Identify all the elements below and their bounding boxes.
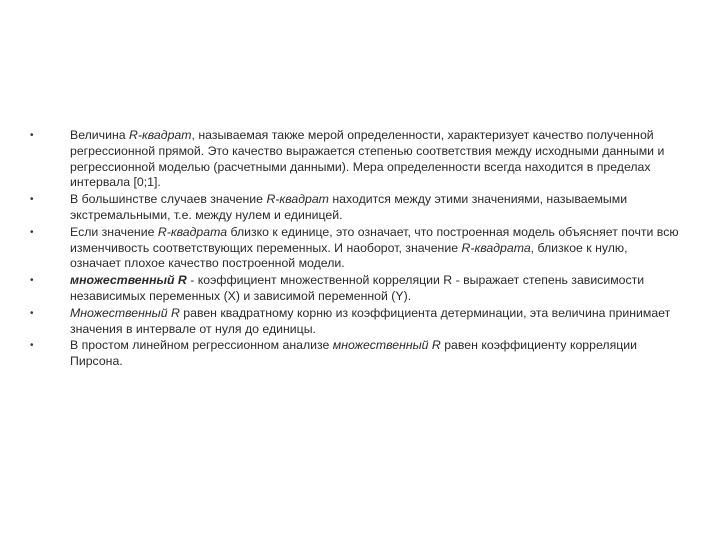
emphasized-term: множественный R (332, 338, 441, 353)
bullet-dot-icon: • (30, 340, 34, 352)
bullet-dot-icon: • (30, 130, 34, 141)
bullet-item (30, 273, 680, 305)
text-run: В простом линейном регрессионном анализе (70, 338, 333, 353)
emphasized-term: R-квадрат (266, 192, 329, 207)
bullet-dot-icon: • (30, 275, 34, 287)
bullet-text (70, 338, 637, 368)
bullet-text (70, 273, 644, 303)
bullet-item (30, 338, 680, 370)
bullet-text (70, 192, 627, 222)
text-run: Если значение (70, 224, 158, 239)
text-run: близко к единице, это означает, что построенная модель объясняет почти всю изменчивость соответствующих переменных. И наоборот, значение (70, 224, 679, 255)
bullet-item (30, 192, 680, 224)
bullet-item (30, 306, 680, 338)
text-run: В большинстве случаев значение (70, 192, 267, 207)
emphasized-term: R-квадрата (461, 240, 531, 255)
text-run: , называемая также мерой определенности, характеризует качество полученной регрессионной прямой. Это качество выражается степенью соответствия между исходными данными и регрессионной моделью (расчетными данными). Мера определенности всегда находится в пределах интервала [0;1]. (70, 128, 665, 190)
emphasized-term: R-квадрата (157, 224, 228, 239)
text-run: Величина (70, 128, 129, 142)
bullet-text (70, 128, 664, 189)
text-run: , близкое к нулю, означает плохое качество построенной модели. (70, 240, 628, 271)
bullet-list (30, 128, 680, 371)
emphasized-term: Множественный R (70, 305, 180, 320)
emphasized-term: множественный R (70, 273, 187, 288)
emphasized-term: R-квадрат (129, 128, 192, 142)
bullet-dot-icon: • (30, 226, 34, 238)
bullet-text (70, 225, 679, 271)
text-run: равен квадратному корню из коэффициента детерминации, эта величина принимает значения в интервале от нуля до единицы. (70, 305, 671, 336)
text-run: равен коэффициенту корреляции Пирсона. (70, 338, 638, 369)
bullet-dot-icon: • (30, 307, 34, 319)
bullet-dot-icon: • (30, 194, 34, 206)
bullet-item (30, 225, 680, 272)
text-run: - коэффициент множественной корреляции R - выражает степень зависимости независимых переменных (X) и зависимой переменной (Y). (70, 273, 645, 303)
bullet-item (30, 128, 680, 191)
text-run: находится между этими значениями, называемыми экстремальными, т.е. между нулем и единицей. (70, 192, 628, 222)
bullet-text (70, 306, 670, 336)
